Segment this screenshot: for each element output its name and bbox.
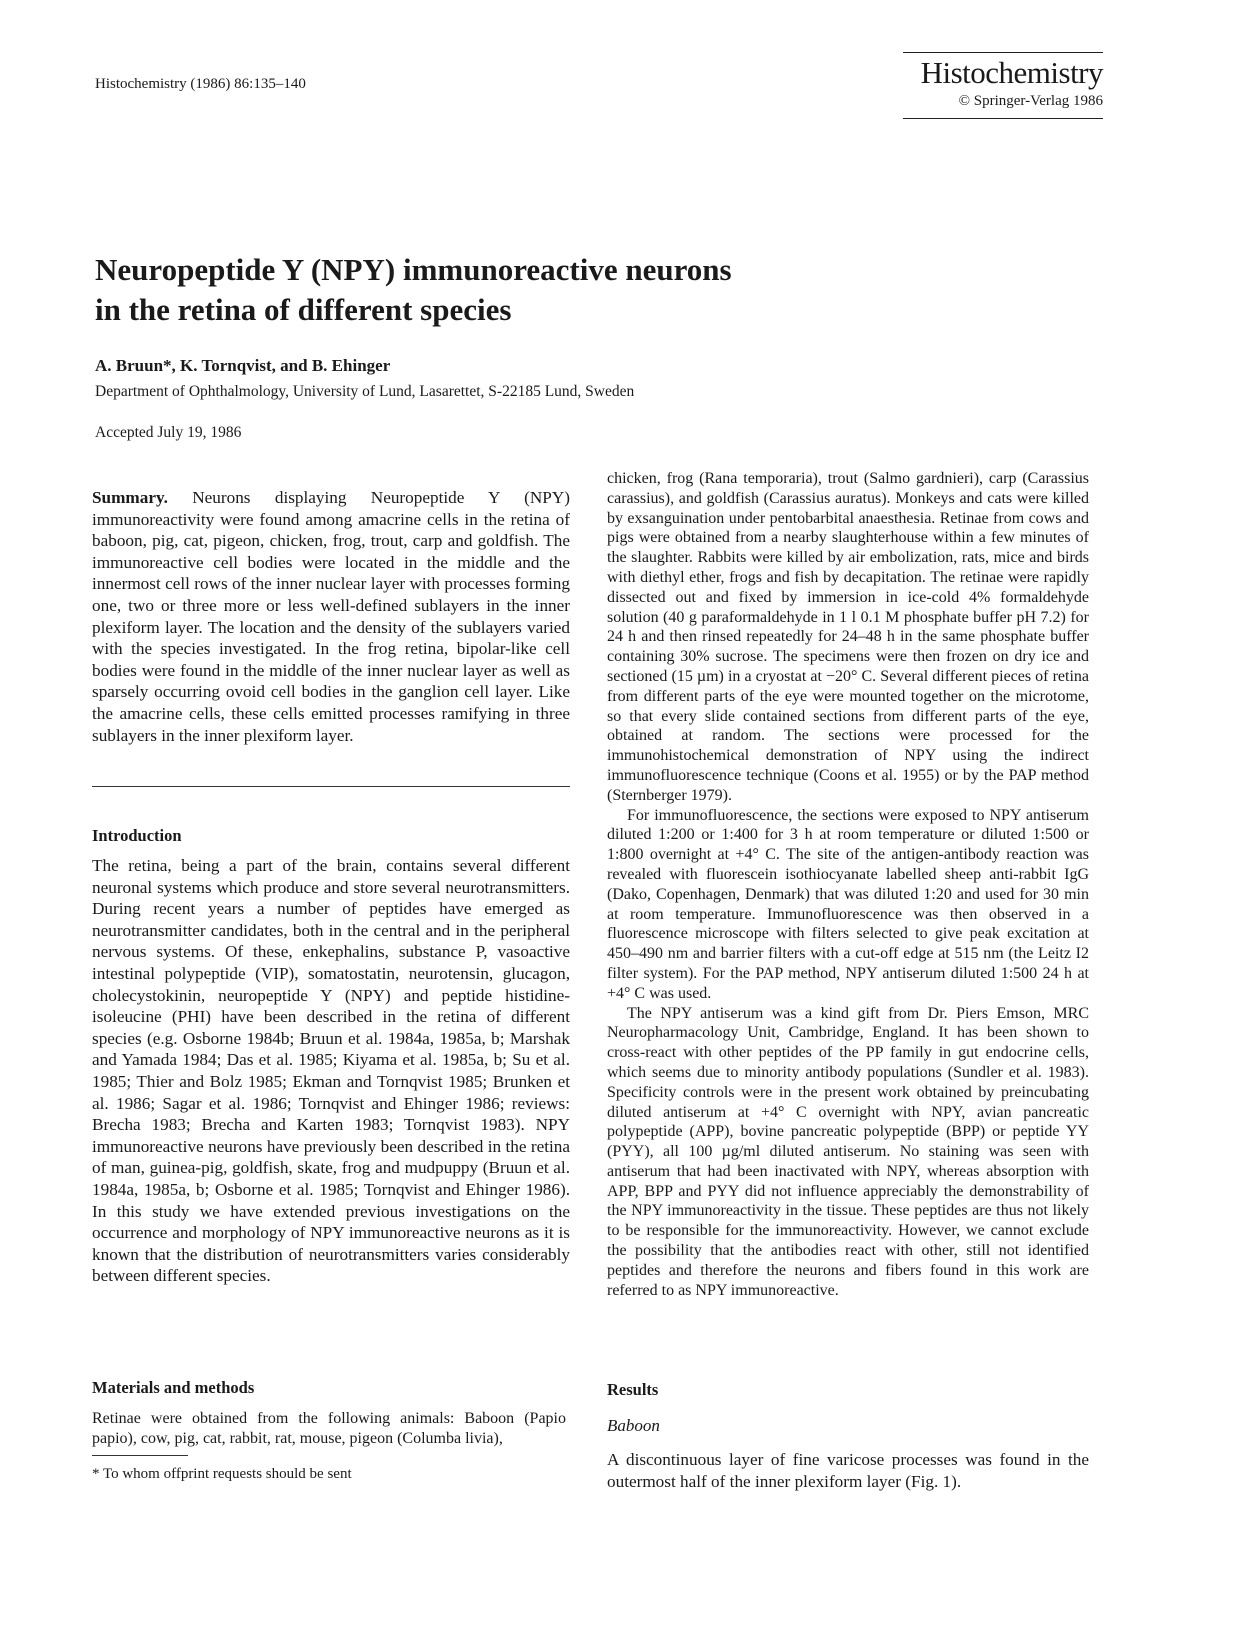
journal-brand-block xyxy=(903,52,1103,119)
methods-paragraph-start: Retinae were obtained from the following animals: Baboon (Papio papio), cow, pig, cat, rabbit, rat, mouse, pigeon (Columba livia), xyxy=(92,1410,566,1447)
summary-text: Neurons displaying Neuropeptide Y (NPY) immunoreactivity were found among amacrine cells in the retina of baboon, pig, cat, pigeon, chicken, frog, trout, carp and goldfish. The immunoreactive cell bodies were located in the middle and the innermost cell rows of the inner nuclear layer with processes forming one, two or three more or less well-defined sublayers in the inner plexiform layer. The location and the density of the sublayers varied with the species investigated. In the frog retina, bipolar-like cell bodies were found in the middle of the inner nuclear layer as well as sparsely occurring ovoid cell bodies in the ganglion cell layer. Like the amacrine cells, these cells emitted processes ramifying in three sublayers in the inner plexiform layer. xyxy=(92,488,570,745)
title-line-1: Neuropeptide Y (NPY) immunoreactive neurons xyxy=(95,252,732,287)
results-paragraph: A discontinuous layer of fine varicose processes was found in the outermost half of the inner plexiform layer (Fig. 1). xyxy=(607,1450,1089,1491)
brand-bottom-rule xyxy=(903,118,1103,119)
copyright-notice: © Springer-Verlag 1986 xyxy=(958,93,1103,109)
methods-paragraph-3: The NPY antiserum was a kind gift from Dr. Piers Emson, MRC Neuropharmacology Unit, Cambridge, England. It has been shown to cross-react with other peptides of the PP family in gut endocrine cells, which seems due to minority antibody populations (Sundler et al. 1983). Specificity controls were in the present work obtained by preincubating diluted antiserum at +4° C overnight with NPY, avian pancreatic polypeptide (APP), bovine pancreatic polypeptide (BPP) or peptide YY (PYY), all 100 µg/ml diluted antiserum. No staining was seen with antiserum that had been inactivated with NPY, whereas absorption with APP, BPP and PYY did not influence appreciably the demonstrability of the NPY immunoreactivity in the tissue. These peptides are thus not likely to be responsible for the immunoreactivity. However, we cannot exclude the possibility that the antibodies react with other, still not identified peptides and therefore the neurons and fibers found in this work are referred to as NPY immunoreactive. xyxy=(607,1004,1089,1299)
article-title xyxy=(95,250,995,330)
methods-text-left xyxy=(92,1409,566,1449)
journal-brand: Histochemistry xyxy=(920,55,1103,90)
results-text xyxy=(607,1449,1089,1492)
results-subheading-baboon: Baboon xyxy=(607,1416,660,1435)
methods-paragraph-2: For immunofluorescence, the sections were exposed to NPY antiserum diluted 1:200 or 1:400 for 3 h at room temperature or diluted 1:500 or 1:800 overnight at +4° C. The site of the antigen-antibody reaction was revealed with fluorescein isothiocyanate labelled sheep anti-rabbit IgG (Dako, Copenhagen, Denmark) that was diluted 1:20 and used for 30 min at room temperature. Immunofluorescence was then observed in a fluorescence microscope with filters selected to give peak excitation at 450–490 nm and barrier filters with a cut-off edge at 515 nm (the Leitz I2 filter system). For the PAP method, NPY antiserum diluted 1:500 24 h at +4° C was used. xyxy=(607,806,1089,1002)
footnote-rule xyxy=(92,1455,188,1456)
methods-paragraph-1: chicken, frog (Rana temporaria), trout (Salmo gardnieri), carp (Carassius carassius), and goldfish (Carassius auratus). Monkeys and cats were killed by exsanguination under pentobarbital anaesthesia. Retinae from cows and pigs were obtained from a nearby slaughterhouse within a few minutes of the slaughter. Rabbits were killed by air embolization, rats, mice and birds with diethyl ether, frogs and fish by decapitation. The retinae were rapidly dissected out and fixed by immersion in ice-cold 4% formaldehyde solution (40 g paraformaldehyde in 1 l 0.1 M phosphate buffer pH 7.2) for 24 h and then rinsed repeatedly for 24–48 h in the same phosphate buffer containing 30% sucrose. The specimens were then frozen on dry ice and sectioned (15 µm) in a cryostat at −20° C. Several different pieces of retina from different parts of the eye were mounted together on the microtome, so that every slide contained sections from different parts of the eye, obtained at random. The sections were processed for the immunohistochemical demonstration of NPY using the indirect immunofluorescence technique (Coons et al. 1955) or by the PAP method (Sternberger 1979). xyxy=(607,470,1089,804)
accepted-date: Accepted July 19, 1986 xyxy=(95,424,242,441)
introduction-paragraph: The retina, being a part of the brain, contains several different neuronal systems which produce and store several neurotransmitters. During recent years a number of peptides have emerged as neurotransmitter candidates, both in the central and in the peripheral nervous systems. Of these, enkephalins, substance P, vasoactive intestinal polypeptide (VIP), somatostatin, neurotensin, glucagon, cholecystokinin, neuropeptide Y (NPY) and peptide histidine-isoleucine (PHI) have been described in the retina of different species (e.g. Osborne 1984b; Bruun et al. 1984a, 1985a, b; Marshak and Yamada 1984; Das et al. 1985; Kiyama et al. 1985a, b; Su et al. 1985; Thier and Bolz 1985; Ekman and Tornqvist 1985; Brunken et al. 1986; Sagar et al. 1986; Tornqvist and Ehinger 1986; reviews: Brecha 1983; Brecha and Karten 1983; Tornqvist 1983). NPY immunoreactive neurons have previously been described in the retina of man, guinea-pig, goldfish, skate, frog and mudpuppy (Bruun et al. 1984a, 1985a, b; Osborne et al. 1985; Tornqvist and Ehinger 1986). In this study we have extended previous investigations on the occurrence and morphology of NPY immunoreactive neurons as it is known that the distribution of neurotransmitters varies considerably between different species. xyxy=(92,856,570,1286)
results-heading: Results xyxy=(607,1380,659,1399)
authors: A. Bruun*, K. Tornqvist, and B. Ehinger xyxy=(95,356,391,375)
summary-label: Summary. xyxy=(92,488,168,507)
footnote: * To whom offprint requests should be sent xyxy=(92,1466,352,1482)
introduction-text xyxy=(92,855,570,1287)
affiliation: Department of Ophthalmology, University of Lund, Lasarettet, S-22185 Lund, Sweden xyxy=(95,383,635,400)
title-line-2: in the retina of different species xyxy=(95,292,512,327)
summary-divider xyxy=(92,786,570,787)
introduction-heading: Introduction xyxy=(92,826,182,845)
journal-reference: Histochemistry (1986) 86:135–140 xyxy=(95,76,306,92)
methods-heading: Materials and methods xyxy=(92,1378,255,1397)
methods-text-right xyxy=(607,469,1089,1300)
summary-section xyxy=(92,487,570,746)
